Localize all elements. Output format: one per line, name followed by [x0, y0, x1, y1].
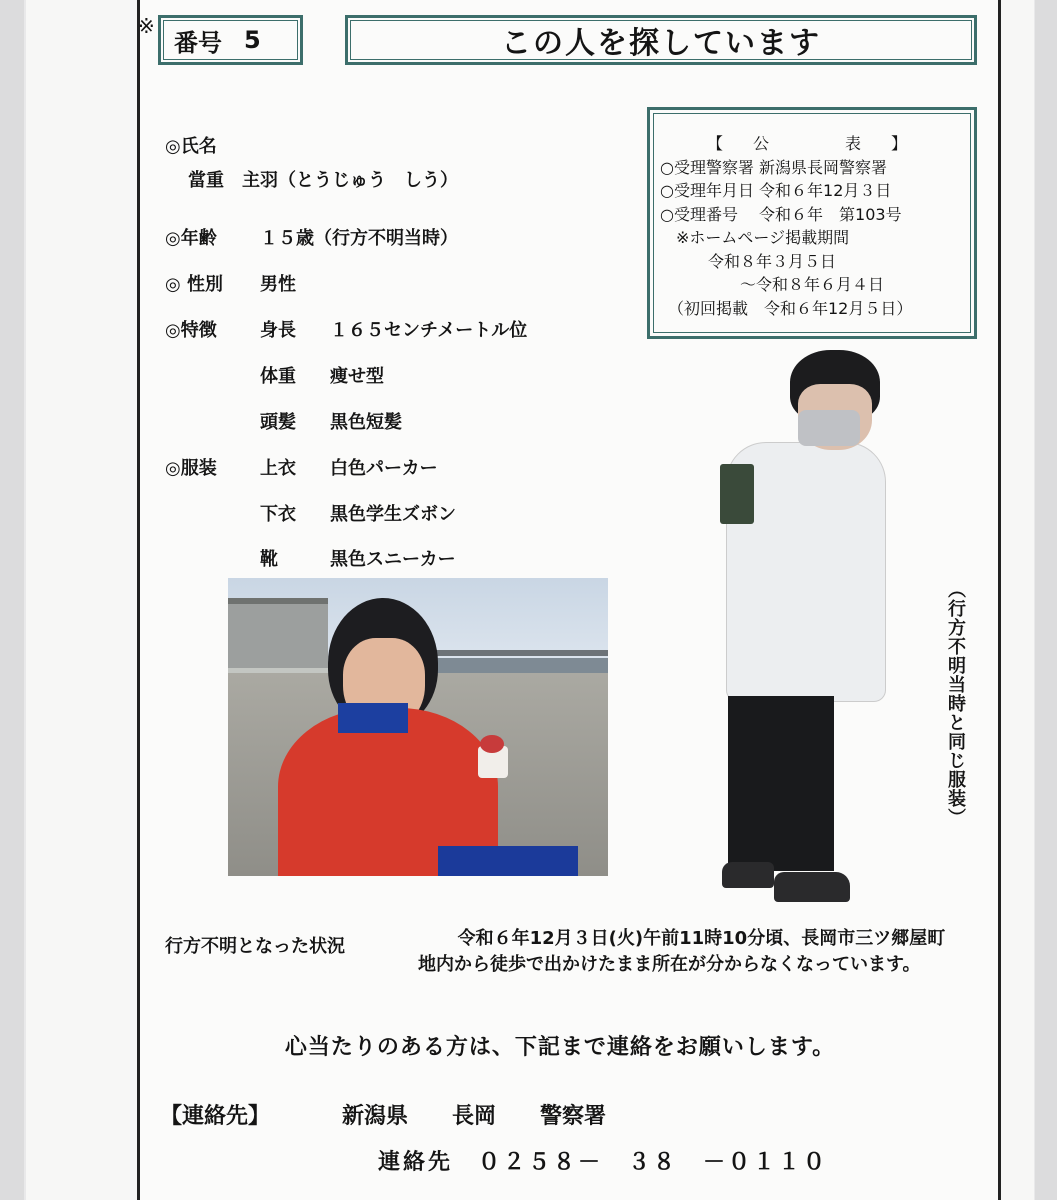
case-number-box [158, 15, 303, 65]
shoes-value: 黒色スニーカー [330, 549, 456, 570]
shoe-shape [774, 872, 850, 902]
top-value: 白色パーカー [330, 458, 438, 479]
bridge-shape [418, 650, 608, 656]
publication-line: ○受理警察署 新潟県長岡警察署 [660, 157, 888, 177]
poster-title: この人を探しています [350, 20, 972, 60]
situation-label: 行方不明となった状況 [165, 936, 345, 957]
viewer-right-margin [1035, 0, 1057, 1200]
contact-phone [378, 1145, 828, 1176]
situation-text: 令和６年12月３日(火)午前11時10分頃、長岡市三ツ郷屋町地内から徒歩で出かけたまま所在が分からなくなっています。 [418, 928, 946, 975]
clothing-label: ◎服装 [165, 458, 217, 479]
weight-value: 痩せ型 [330, 366, 384, 387]
sex-value: 男性 [260, 274, 296, 295]
case-number-value: 5 [244, 26, 261, 54]
missing-person-photo-seaside [228, 578, 608, 876]
height-label: 身長 [260, 320, 296, 341]
phone-label: 連絡先 [378, 1150, 454, 1175]
age-value: １５歳（行方不明当時） [260, 228, 458, 249]
publication-line: ※ホームページ掲載期間 [660, 228, 850, 247]
building-shape [228, 598, 328, 668]
publication-line: （初回掲載 令和６年12月５日） [660, 298, 913, 318]
case-number-label: 番号 [174, 28, 222, 57]
bottom-value: 黒色学生ズボン [330, 504, 456, 525]
name-value: 當重 主羽（とうじゅう しう） [188, 170, 458, 191]
book-shape [720, 464, 754, 524]
photo-caption-vertical: （行方不明当時と同じ服装） [945, 580, 966, 827]
publication-heading: 【公 表】 [706, 134, 937, 153]
viewer-left-margin [0, 0, 24, 1200]
publication-line: ○受理番号 令和６年 第103号 [660, 204, 902, 224]
contact-organization: 新潟県 長岡 警察署 [342, 1104, 607, 1129]
face-mask-shape [798, 410, 860, 446]
strawberry-shape [480, 735, 504, 753]
top-label: 上衣 [260, 458, 296, 479]
note-mark: ※ [138, 14, 155, 38]
blue-pants-shape [438, 846, 578, 876]
publication-line: 令和８年３月５日 [660, 251, 837, 271]
publication-line: ○受理年月日 令和６年12月３日 [660, 181, 892, 200]
black-pants-shape [728, 696, 834, 871]
appeal-text: 心当たりのある方は、下記まで連絡をお願いします。 [284, 1035, 836, 1060]
hair-value: 黒色短髪 [330, 412, 402, 433]
missing-person-photo-standing [718, 346, 888, 914]
hair-label: 頭髪 [260, 412, 296, 433]
phone-number: ０２５８－ ３８ －０１１０ [478, 1150, 829, 1175]
features-label: ◎特徴 [165, 320, 217, 341]
height-value: １６５センチメートル位 [330, 320, 528, 341]
publication-line: ～令和８年６月４日 [660, 275, 885, 294]
contact-label: 【連絡先】 [160, 1104, 271, 1129]
blue-collar-shape [338, 703, 408, 733]
bottom-label: 下衣 [260, 504, 296, 525]
publication-info-box [647, 107, 977, 339]
sex-label: ◎ 性別 [165, 274, 223, 295]
shoe-shape [722, 862, 774, 888]
name-label: ◎氏名 [165, 136, 217, 157]
age-label: ◎年齢 [165, 228, 217, 249]
poster-title-box [345, 15, 977, 65]
weight-label: 体重 [260, 366, 296, 387]
shoes-label: 靴 [260, 549, 278, 570]
